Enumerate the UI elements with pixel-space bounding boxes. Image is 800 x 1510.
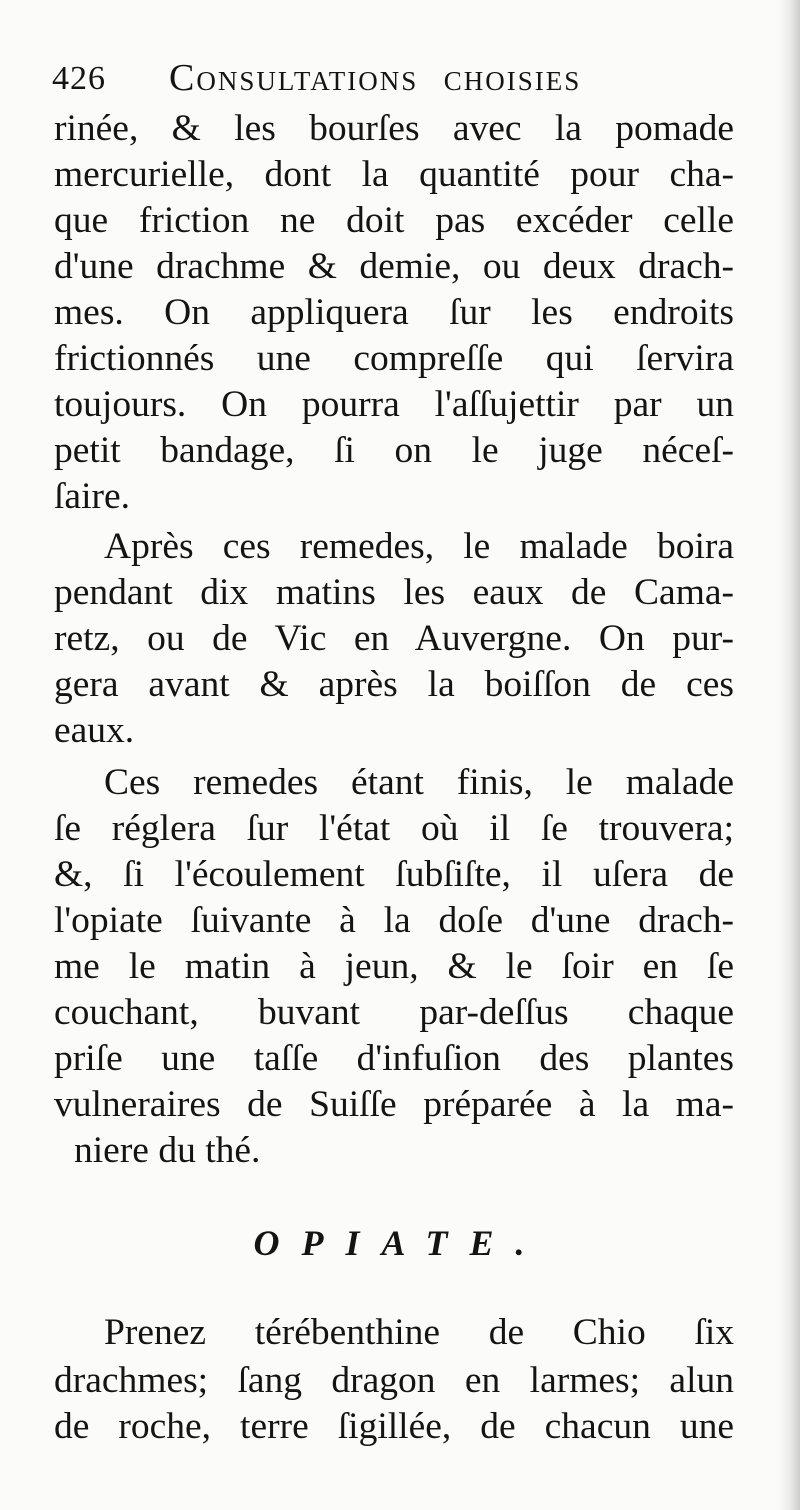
text-line: l'opiate ſuivante à la doſe d'une drach- bbox=[54, 900, 734, 941]
page-header bbox=[52, 56, 752, 106]
text-line: mes. On appliquera ſur les endroits bbox=[54, 292, 734, 333]
page-number: 426 bbox=[52, 60, 106, 97]
text-line: frictionnés une compreſſe qui ſervira bbox=[54, 338, 734, 379]
text-line: &, ſi l'écoulement ſubſiſte, il uſera de bbox=[54, 854, 734, 895]
text-line: gera avant & après la boiſſon de ces bbox=[54, 664, 734, 705]
text-line: retz, ou de Vic en Auvergne. On pur- bbox=[54, 618, 734, 659]
text-line: ſaire. bbox=[54, 476, 130, 517]
text-line: mercurielle, dont la quantité pour cha- bbox=[54, 154, 734, 195]
text-line: petit bandage, ſi on le juge néceſ- bbox=[54, 430, 734, 471]
text-line: me le matin à jeun, & le ſoir en ſe bbox=[54, 946, 734, 987]
paragraph-first-line: Ces remedes étant finis, le malade bbox=[104, 762, 734, 803]
text-line: vulneraires de Suiſſe préparée à la ma- bbox=[54, 1084, 734, 1125]
text-line: couchant, buvant par-deſſus chaque bbox=[54, 992, 734, 1033]
text-line: toujours. On pourra l'aſſujettir par un bbox=[54, 384, 734, 425]
text-line: niere du thé. bbox=[74, 1130, 261, 1171]
paragraph-first-line: Après ces remedes, le malade boira bbox=[104, 526, 734, 567]
running-head: Consultations choisies bbox=[169, 57, 582, 99]
text-line: priſe une taſſe d'infuſion des plantes bbox=[54, 1038, 734, 1079]
page-edge-shadow bbox=[778, 0, 800, 1510]
text-line: d'une drachme & demie, ou deux drach- bbox=[54, 246, 734, 287]
text-line: eaux. bbox=[54, 710, 135, 751]
text-line: ſe réglera ſur l'état où il ſe trouvera; bbox=[54, 808, 734, 849]
text-line: de roche, terre ſigillée, de chacun une bbox=[54, 1406, 734, 1447]
section-title: OPIATE. bbox=[253, 1223, 547, 1263]
paragraph-first-line: Prenez térébenthine de Chio ſix bbox=[104, 1312, 734, 1353]
text-line: rinée, & les bourſes avec la pomade bbox=[54, 108, 734, 149]
text-line: pendant dix matins les eaux de Cama- bbox=[54, 572, 734, 613]
text-line: que friction ne doit pas excéder celle bbox=[54, 200, 734, 241]
text-line: drachmes; ſang dragon en larmes; alun bbox=[54, 1360, 734, 1401]
